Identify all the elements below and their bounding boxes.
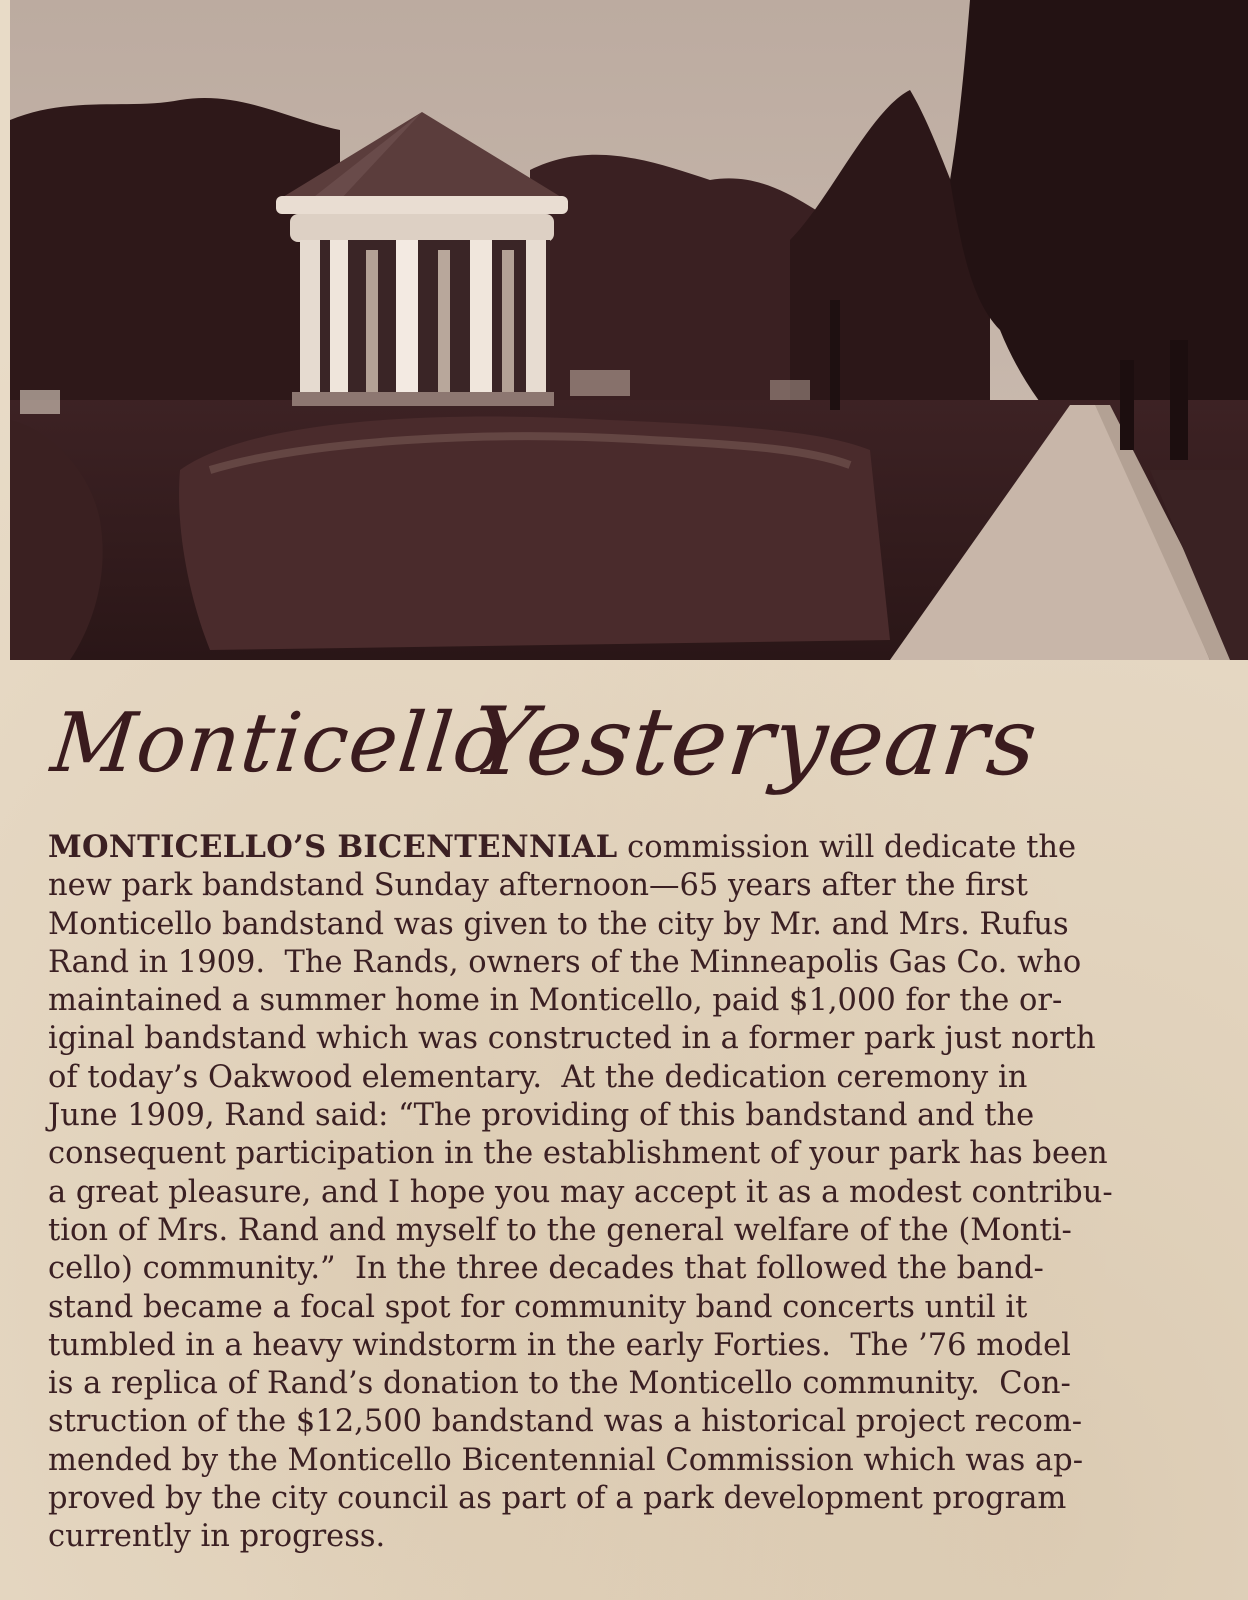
article-body (48, 828, 1198, 1557)
bandstand-photo-illustration (10, 0, 1248, 660)
article-line: Monticello bandstand was given to the city by Mr. and Mrs. Rufus (48, 906, 1069, 942)
masthead-word-yesteryears: Yesteryears (466, 688, 1043, 797)
masthead-title (47, 678, 1202, 818)
article-line: June 1909, Rand said: “The providing of this bandstand and the (48, 1098, 1035, 1134)
article-line: tion of Mrs. Rand and myself to the general welfare of the (Monti- (48, 1212, 1072, 1248)
article-line: mended by the Monticello Bicentennial Commission which was ap- (48, 1442, 1084, 1478)
article-line: stand became a focal spot for community band concerts until it (48, 1289, 1028, 1325)
article-line: iginal bandstand which was constructed in a former park just north (48, 1021, 1096, 1057)
article-line: currently in progress. (48, 1519, 386, 1555)
masthead-word-monticello: Monticello (47, 696, 509, 791)
article-line: proved by the city council as part of a park development program (48, 1481, 1067, 1517)
article-line: is a replica of Rand’s donation to the Monticello community. Con- (48, 1366, 1071, 1402)
article-line: maintained a summer home in Monticello, paid $1,000 for the or- (48, 983, 1063, 1019)
article-line: cello) community.” In the three decades that followed the band- (48, 1251, 1044, 1287)
article-line: commission will dedicate the (617, 830, 1077, 865)
bandstand-photo (10, 0, 1248, 660)
article-line: tumbled in a heavy windstorm in the early Forties. The ’76 model (48, 1327, 1071, 1363)
article-line: Rand in 1909. The Rands, owners of the Minneapolis Gas Co. who (48, 944, 1082, 980)
article-line: of today’s Oakwood elementary. At the dedication ceremony in (48, 1059, 1028, 1095)
article-line: consequent participation in the establishment of your park has been (48, 1136, 1108, 1172)
article-line: a great pleasure, and I hope you may accept it as a modest contribu- (48, 1174, 1113, 1210)
article-line: new park bandstand Sunday afternoon—65 years after the first (48, 868, 1028, 904)
article-lead: MONTICELLO’S BICENTENNIAL (48, 829, 618, 865)
article-line: struction of the $12,500 bandstand was a historical project recom- (48, 1404, 1083, 1440)
